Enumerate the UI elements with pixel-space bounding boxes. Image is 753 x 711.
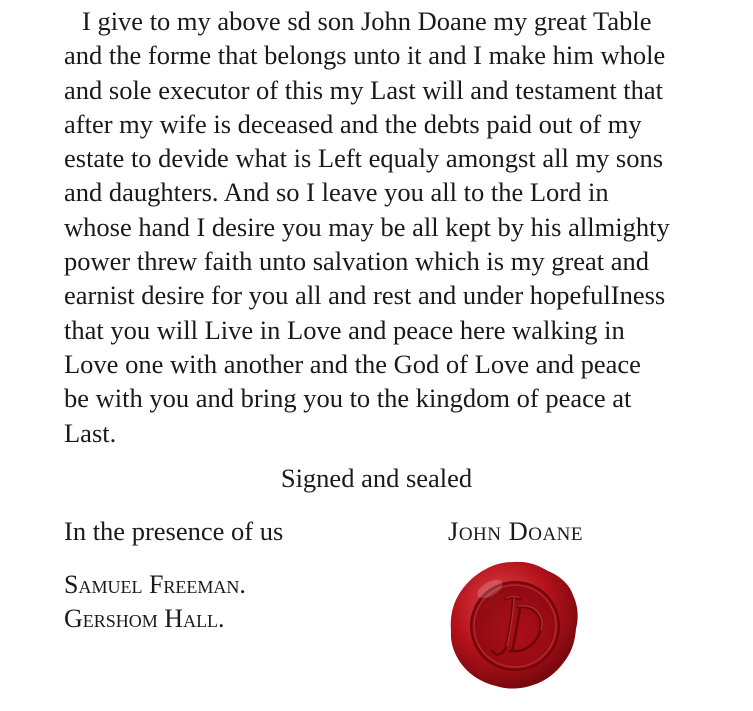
will-paragraph xyxy=(64,4,704,450)
paragraph-line: Love one with another and the God of Love and peace xyxy=(64,348,641,379)
witness-name: Gershom Hall. xyxy=(64,604,225,633)
paragraph-line: that you will Live in Love and peace here walking in xyxy=(64,314,625,345)
paragraph-line: and the forme that belongs unto it and I make him whole xyxy=(64,40,666,71)
presence-label: In the presence of us xyxy=(64,516,284,546)
paragraph-line: Last. xyxy=(64,417,117,448)
paragraph-line: estate to devide what is Left equaly amongst all my sons xyxy=(64,143,664,174)
witness-list xyxy=(64,568,246,636)
paragraph-line: and sole executor of this my Last will and testament that xyxy=(64,74,664,105)
paragraph-line: be with you and bring you to the kingdom of peace at xyxy=(64,383,632,414)
witness-name: Samuel Freeman. xyxy=(64,570,246,599)
paragraph-line: earnist desire for you all and rest and under hopefulIness xyxy=(64,280,666,311)
paragraph-line: and daughters. And so I leave you all to the Lord in xyxy=(64,177,609,208)
wax-seal-icon xyxy=(448,559,580,691)
signer-name: John Doane xyxy=(448,516,584,546)
signed-and-sealed-label: Signed and sealed xyxy=(280,463,473,493)
paragraph-line: power threw faith unto salvation which is my great and xyxy=(64,246,650,277)
paragraph-line: whose hand I desire you may be all kept by his allmighty xyxy=(64,211,670,242)
paragraph-line: after my wife is deceased and the debts paid out of my xyxy=(64,108,642,139)
paragraph-line: I give to my above sd son John Doane my great Table xyxy=(82,6,652,36)
